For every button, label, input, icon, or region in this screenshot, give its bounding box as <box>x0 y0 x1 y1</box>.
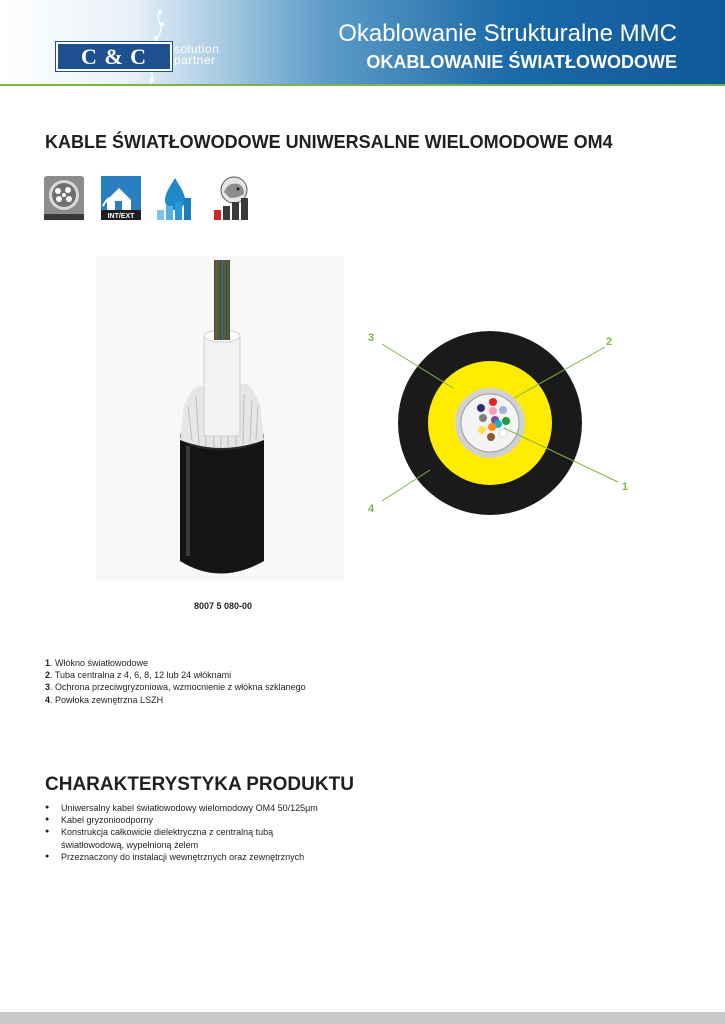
legend-item <box>45 694 306 706</box>
legend-text: . Powłoka zewnętrzna LSZH <box>50 694 164 705</box>
header-title: Okablowanie Strukturalne MMC <box>338 20 677 47</box>
legend-text: . Włókno światłowodowe <box>50 658 149 668</box>
legend-number: 2 <box>45 670 51 681</box>
feature-item <box>45 826 318 850</box>
logo-sub-line1: solution <box>174 42 220 56</box>
legend-number: 3 <box>45 682 51 693</box>
characteristics-heading: CHARAKTERYSTYKA PRODUKTU <box>45 774 354 795</box>
feature-item: ● Kabel gryzonioodporny <box>45 814 318 826</box>
component-legend <box>45 657 306 706</box>
feature-item: ● Uniwersalny kabel światłowodowy wielomodowy OM4 50/125μm <box>45 802 318 814</box>
logo-text: C & C <box>80 44 148 69</box>
diagram-label-4: 4 <box>368 503 375 515</box>
logo-sub-line2: partner <box>174 53 216 67</box>
legend-item <box>45 657 306 669</box>
header-subtitle: OKABLOWANIE ŚWIATŁOWODOWE <box>366 52 677 72</box>
feature-item: ● Przeznaczony do instalacji wewnętrznych oraz zewnętrznych <box>45 851 318 863</box>
int-ext-label: INT/EXT <box>107 213 135 220</box>
page-header <box>0 0 725 84</box>
product-heading: KABLE ŚWIATŁOWODOWE UNIWERSALNE WIELOMODOWE OM4 <box>45 132 613 152</box>
feature-icons <box>44 176 264 222</box>
company-logo <box>56 42 172 71</box>
water-resistance-icon <box>157 176 197 222</box>
legend-text: . Ochrona przeciwgryzoniowa, wzmocnienie z włókna szklanego <box>50 682 306 693</box>
diagram-label-2: 2 <box>606 336 613 348</box>
legend-number: 4 <box>45 694 51 705</box>
part-number: 8007 5 080-00 <box>194 601 253 611</box>
rodent-protection-icon <box>214 176 254 222</box>
legend-number: 1 <box>45 658 51 668</box>
feature-text-line2: światłowodową, wypełnioną żelem <box>61 839 199 850</box>
legend-text: . Tuba centralna z 4, 6, 8, 12 lub 24 włóknami <box>50 670 232 681</box>
indoor-outdoor-icon <box>101 176 141 222</box>
logo-subtitle <box>174 44 219 66</box>
diagram-label-3: 3 <box>368 332 375 344</box>
footer-bar <box>0 1012 725 1024</box>
cable-photo <box>96 256 344 580</box>
feature-text-line1: Konstrukcja całkowicie dielektryczna z centralną tubą <box>61 827 274 838</box>
header-accent-line <box>0 84 725 86</box>
legend-item <box>45 681 306 693</box>
cable-cross-section-diagram <box>360 320 660 530</box>
cable-cross-section-icon <box>44 176 84 222</box>
characteristics-list <box>45 802 318 863</box>
legend-item <box>45 669 306 681</box>
diagram-label-1: 1 <box>622 481 629 493</box>
